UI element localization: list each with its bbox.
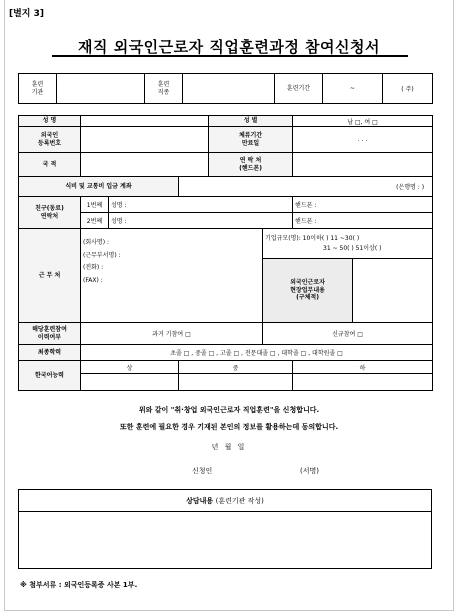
weeks-field[interactable]: ( 주): [383, 74, 433, 104]
nationality-label: 국 적: [19, 153, 81, 177]
history-new-option[interactable]: 신규참여 □: [263, 323, 433, 345]
friend-2-phone-field[interactable]: 핸드폰 :: [293, 213, 433, 229]
workplace-label: 근 무 처: [19, 229, 81, 323]
friend-1-label: 1번째: [81, 197, 109, 213]
friend-contact-label: 친구(동료) 연락처: [19, 197, 81, 229]
account-label: 식비 및 교통비 입금 계좌: [19, 177, 179, 197]
history-past-option[interactable]: 과거 기참여 □: [81, 323, 263, 345]
course-field[interactable]: [183, 74, 275, 104]
consultation-field[interactable]: [19, 512, 431, 568]
friend-1-phone-field[interactable]: 핸드폰 :: [293, 197, 433, 213]
gender-field[interactable]: 남 □, 여 □: [293, 116, 433, 127]
company-phone-field[interactable]: (전화) :: [83, 264, 104, 272]
company-scale-options-1[interactable]: 10이하( ) 11 ~30( ): [302, 234, 360, 242]
korean-ability-label: 한국어능력: [19, 361, 81, 391]
education-options[interactable]: 초졸 □ , 중졸 □ , 고졸 □ , 전문대졸 □ , 대학졸 □ , 대학원졸 □: [81, 345, 433, 361]
history-label: 해당훈련참여 이력여부: [19, 323, 81, 345]
korean-mid-label: 중: [179, 361, 293, 374]
consultation-header: [19, 490, 431, 512]
name-label: 성 명: [19, 116, 81, 127]
applicant-table: [18, 115, 433, 391]
period-field[interactable]: ~: [323, 74, 383, 104]
korean-low-field[interactable]: [293, 374, 433, 391]
attachment-footnote: ※ 첨부서류 : 외국인등록증 사본 1부.: [20, 581, 138, 589]
bank-field[interactable]: (은행명 : ): [179, 177, 433, 197]
company-scale-cell: 기업규모(명): 10이하( ) 11 ~30( ) 31 ~ 50( ) 51이상( ): [263, 229, 433, 259]
consultation-title: 상담내용: [186, 497, 214, 505]
name-field[interactable]: [81, 116, 209, 127]
registration-field[interactable]: [81, 127, 209, 153]
company-dept-field[interactable]: (근무부서명) :: [83, 251, 121, 259]
title-underline: [52, 55, 408, 57]
duty-label: 외국인근로자 현장업무내용 (구체적): [263, 259, 353, 323]
company-scale-options-2[interactable]: 31 ~ 50( ) 51이상( ): [323, 244, 382, 252]
expiry-label: 체류기간 만료일: [209, 127, 293, 153]
company-name-field[interactable]: (회사명) :: [83, 239, 109, 246]
form-title: 재직 외국인근로자 직업훈련과정 참여신청서: [78, 38, 380, 56]
period-label: 훈련기간: [275, 74, 323, 104]
form-tag: [별지 3]: [9, 9, 45, 19]
korean-mid-field[interactable]: [179, 374, 293, 391]
nationality-field[interactable]: [81, 153, 209, 177]
korean-low-label: 하: [293, 361, 433, 374]
company-fax-field[interactable]: (FAX) :: [83, 276, 103, 284]
friend-1-name-field[interactable]: 성명 :: [109, 197, 293, 213]
signature-label[interactable]: (서명): [300, 467, 319, 475]
friend-2-name-field[interactable]: 성명 :: [109, 213, 293, 229]
gender-label: 성 별: [209, 116, 293, 127]
consultation-box: [18, 489, 432, 569]
registration-label: 외국인 등록번호: [19, 127, 81, 153]
korean-high-field[interactable]: [81, 374, 179, 391]
contact-label: 연 락 처 (핸드폰): [209, 153, 293, 177]
statement-consent: 또한 훈련에 필요한 경우 기재된 본인의 정보를 활용하는데 동의합니다.: [119, 423, 339, 431]
korean-high-label: 상: [81, 361, 179, 374]
contact-field[interactable]: [293, 153, 433, 177]
education-label: 최종학력: [19, 345, 81, 361]
org-label: 훈련 기관: [19, 74, 57, 104]
friend-2-label: 2번째: [81, 213, 109, 229]
consultation-subtitle: (훈련기관 작성): [215, 497, 264, 505]
date-line[interactable]: 년 월 일: [211, 443, 247, 451]
org-field[interactable]: [57, 74, 145, 104]
company-scale-label: 기업규모(명): [265, 234, 299, 242]
expiry-field[interactable]: . . .: [293, 127, 433, 153]
training-info-table: [18, 73, 433, 104]
duty-field[interactable]: [353, 259, 433, 323]
course-label: 훈련 직종: [145, 74, 183, 104]
applicant-label: 신청인: [192, 467, 213, 475]
statement-apply: 위와 같이 "취·창업 외국인근로자 직업훈련"을 신청합니다.: [138, 406, 320, 414]
workplace-field[interactable]: [81, 229, 263, 323]
